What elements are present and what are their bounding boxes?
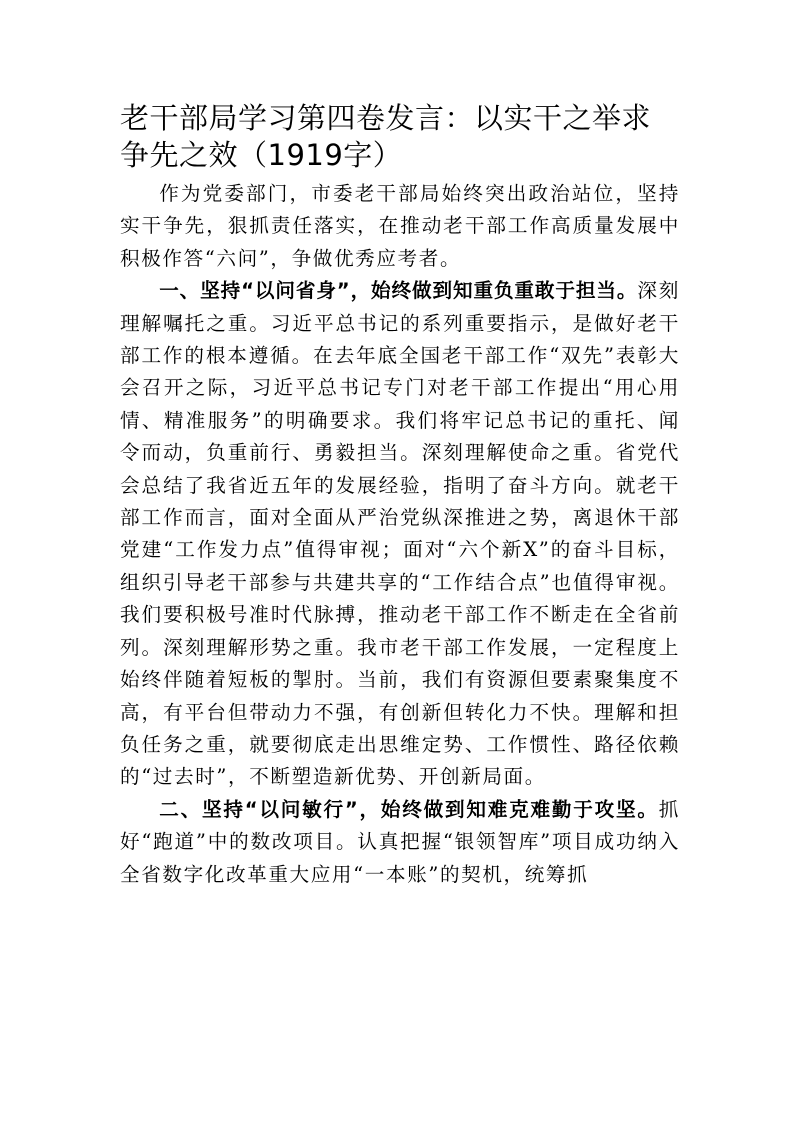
section-heading: 一、坚持“以问省身”，始终做到知重负重敢于担当。	[159, 279, 638, 303]
document-body	[120, 100, 680, 891]
intro-paragraph	[120, 178, 680, 275]
paragraph-text: 作为党委部门，市委老干部局始终突出政治站位，坚持实干争先，狠抓责任落实，在推动老干部工作高质量发展中积极作答“六问”，争做优秀应考者。	[120, 182, 680, 270]
paragraph-text: 深刻理解嘱托之重。习近平总书记的系列重要指示，是做好老干部工作的根本遵循。在去年底全国老干部工作“双先”表彰大会召开之际，习近平总书记专门对老干部工作提出“用心用情、精准服务”的明确要求。我们将牢记总书记的重托、闻令而动，负重前行、勇毅担当。深刻理解使命之重。省党代会总结了我省近五年的发展经验，指明了奋斗方向。就老干部工作而言，面对全面从严治党纵深推进之势，离退休干部党建“工作发力点”值得审视；面对“六个新X”的奋斗目标，组织引导老干部参与共建共享的“工作结合点”也值得审视。我们要积极号准时代脉搏，推动老干部工作不断走在全省前列。深刻理解形势之重。我市老干部工作发展，一定程度上始终伴随着短板的掣肘。当前，我们有资源但要素聚集度不高，有平台但带动力不强，有创新但转化力不快。理解和担负任务之重，就要彻底走出思维定势、工作惯性、路径依赖的“过去时”，不断塑造新优势、开创新局面。	[120, 279, 681, 789]
section-heading: 二、坚持“以问敏行”，始终做到知难克难勤于攻坚。	[159, 797, 659, 821]
section-one-paragraph	[120, 275, 680, 794]
paragraph-text: 抓好“跑道”中的数改项目。认真把握“银领智库”项目成功纳入全省数字化改革重大应用“一本账”的契机，统筹抓	[120, 797, 680, 886]
section-two-paragraph	[120, 794, 680, 891]
document-title: 老干部局学习第四卷发言：以实干之举求争先之效（1919字）	[120, 101, 652, 172]
